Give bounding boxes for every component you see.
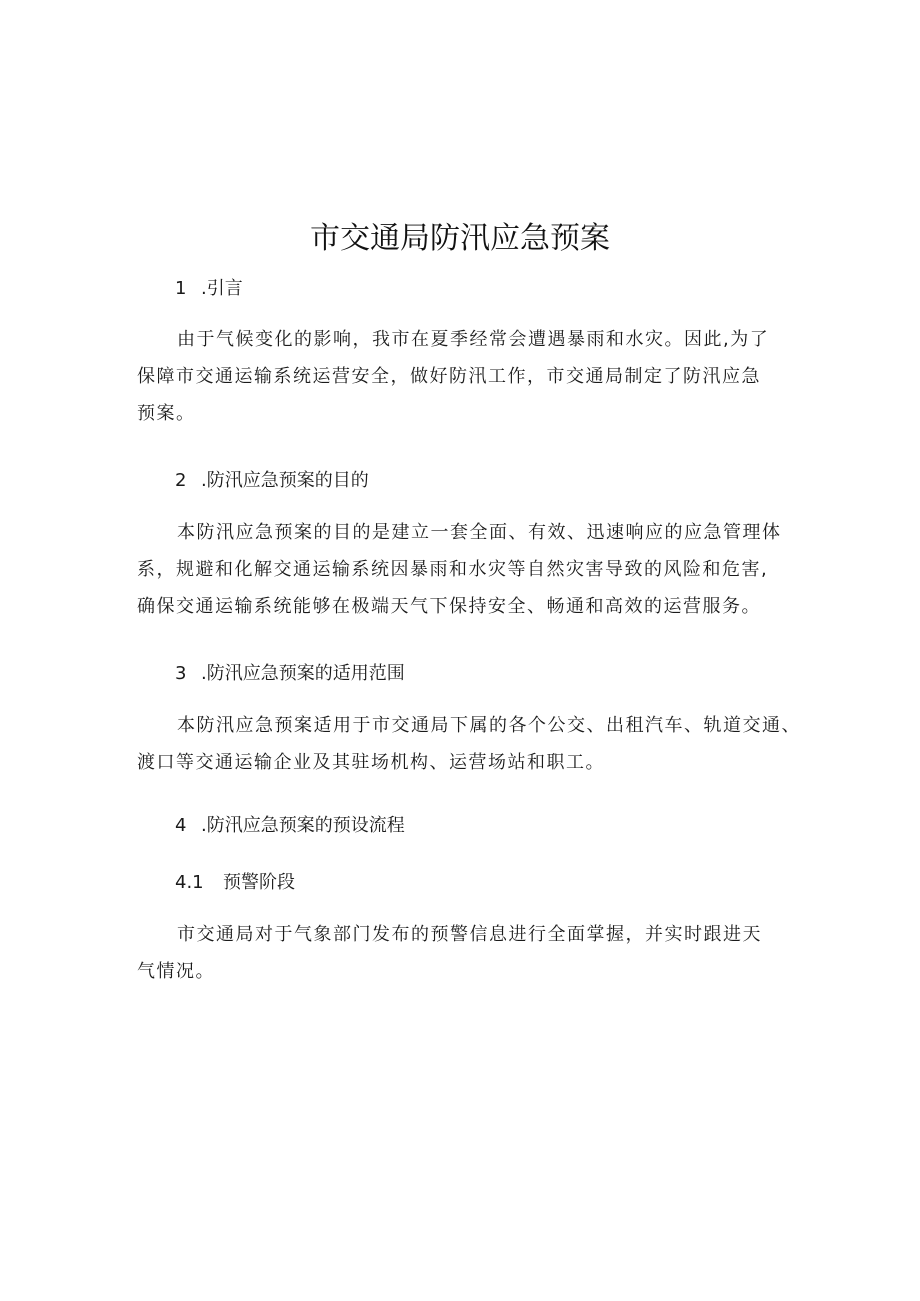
section-heading-text: .防汛应急预案的预设流程 [201, 815, 405, 836]
section-2-heading [175, 468, 369, 494]
section-number: 2 [175, 470, 187, 491]
section-number: 3 [175, 663, 187, 684]
paragraph-line: 预案。 [137, 403, 196, 424]
section-number: 4 [175, 815, 187, 836]
paragraph-line: 本防汛应急预案适用于市交通局下属的各个公交、出租汽车、轨道交通、 [177, 715, 801, 736]
paragraph-line: 气情况。 [137, 961, 215, 982]
section-heading-text: .引言 [201, 278, 243, 299]
paragraph-line: 本防汛应急预案的目的是建立一套全面、有效、迅速响应的应急管理体 [177, 522, 782, 543]
paragraph-line: 渡口等交通运输企业及其驻场机构、运营场站和职工。 [137, 752, 605, 773]
section-1-heading [175, 276, 243, 302]
section-heading-text: 预警阶段 [223, 872, 295, 893]
section-number: 1 [175, 278, 187, 299]
section-heading-text: .防汛应急预案的适用范围 [201, 663, 405, 684]
paragraph-line: 保障市交通运输系统运营安全，做好防汛工作，市交通局制定了防汛应急 [137, 366, 761, 387]
document-title: 市交通局防汛应急预案 [310, 221, 610, 256]
section-1-paragraph [137, 321, 797, 432]
section-4-1-paragraph [137, 916, 797, 990]
paragraph-line: 确保交通运输系统能够在极端天气下保持安全、畅通和高效的运营服务。 [137, 596, 761, 617]
section-heading-text: .防汛应急预案的目的 [201, 470, 369, 491]
paragraph-line: 系，规避和化解交通运输系统因暴雨和水灾等自然灾害导致的风险和危害, [137, 559, 769, 580]
paragraph-line: 市交通局对于气象部门发布的预警信息进行全面掌握，并实时跟进天 [177, 924, 762, 945]
section-4-1-heading [175, 870, 295, 896]
section-3-paragraph [137, 707, 801, 781]
section-4-heading [175, 813, 405, 839]
section-2-paragraph [137, 514, 797, 625]
section-3-heading [175, 661, 405, 687]
paragraph-line: 由于气候变化的影响，我市在夏季经常会遭遇暴雨和水灾。因此,为了 [177, 329, 770, 350]
section-number: 4.1 [175, 872, 204, 893]
